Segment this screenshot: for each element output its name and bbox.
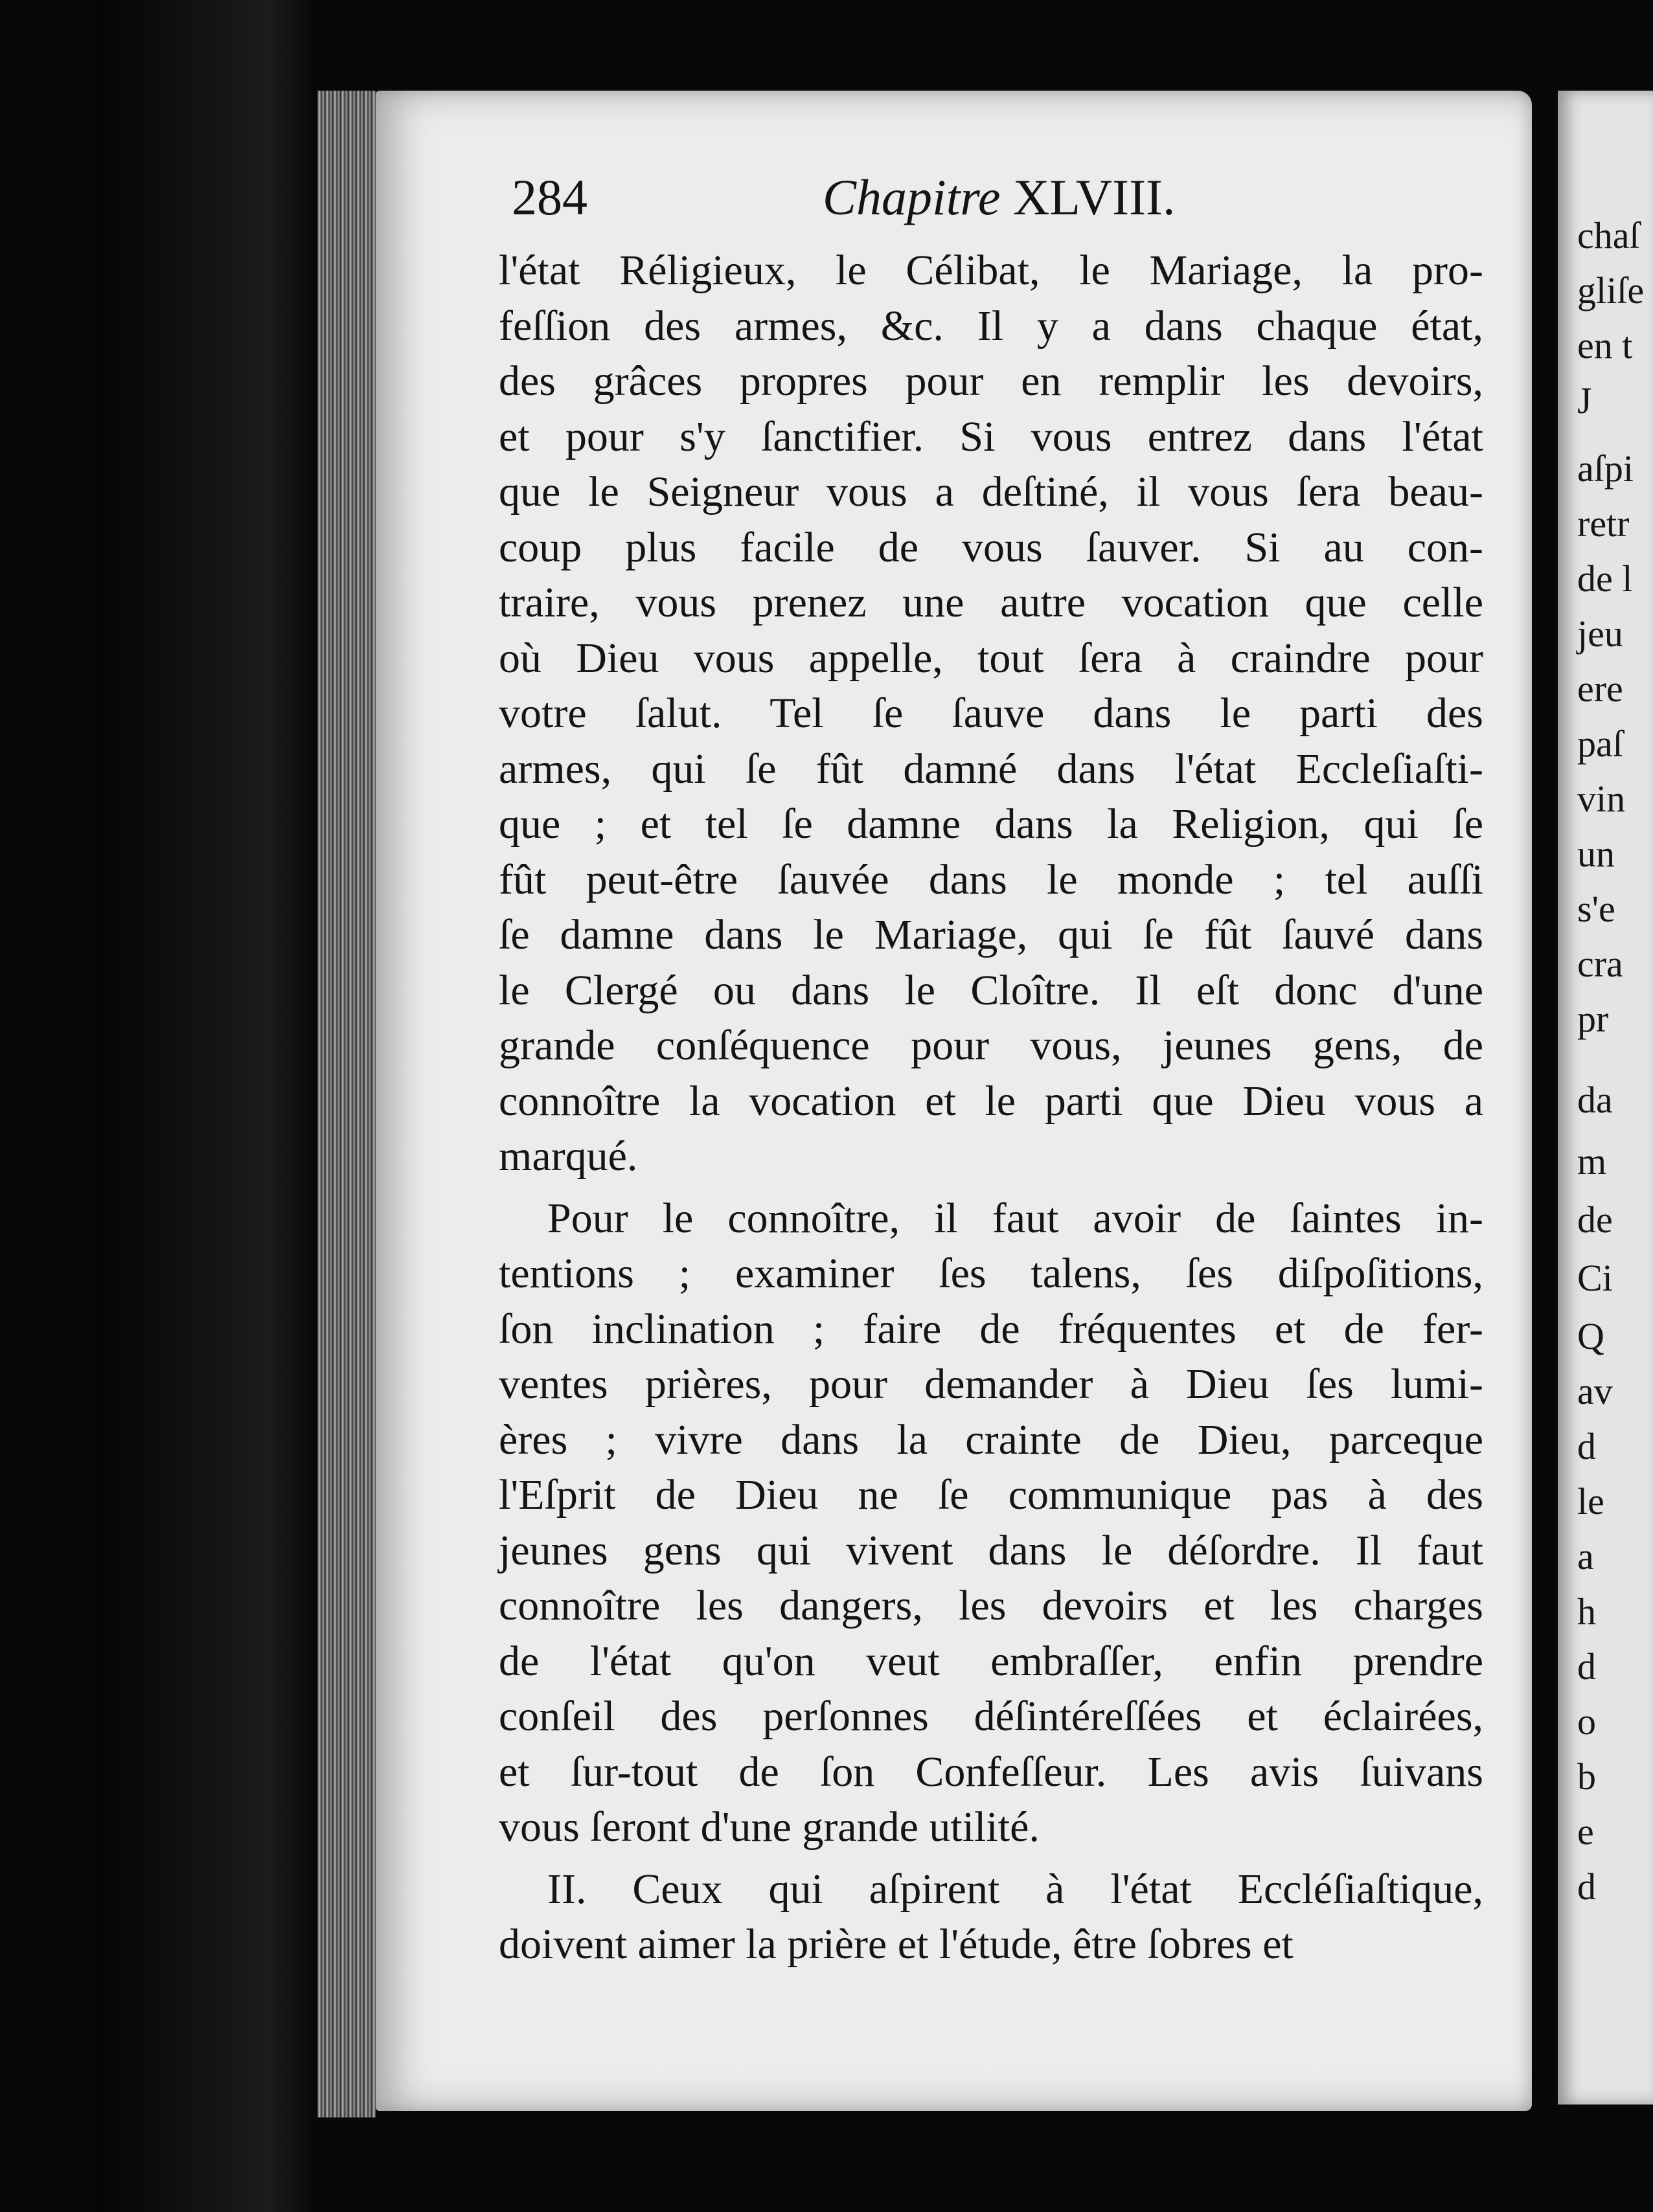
text-line: fût peut-être ſauvée dans le monde ; tel auſſi bbox=[499, 855, 1483, 903]
paragraph-1 bbox=[499, 243, 1483, 1184]
text-line: ventes prières, pour demander à Dieu ſes lumi- bbox=[499, 1360, 1483, 1408]
page-edges bbox=[317, 91, 376, 2117]
text-line: le Clergé ou dans le Cloître. Il eſt donc d'une bbox=[499, 966, 1483, 1014]
facing-page-text-fragment: d bbox=[1577, 1425, 1596, 1467]
text-line: que ; et tel ſe damne dans la Religion, qui ſe bbox=[499, 800, 1483, 848]
facing-page-text-fragment: chaſ bbox=[1577, 214, 1640, 256]
text-line: connoître la vocation et le parti que Dieu vous a bbox=[499, 1077, 1483, 1125]
text-line: marqué. bbox=[499, 1133, 638, 1180]
text-line: ères ; vivre dans la crainte de Dieu, parceque bbox=[499, 1416, 1483, 1463]
facing-page-text-fragment: de bbox=[1577, 1199, 1613, 1241]
text-line: où Dieu vous appelle, tout ſera à craindre pour bbox=[499, 634, 1483, 682]
text-line: de l'état qu'on veut embraſſer, enfin prendre bbox=[499, 1637, 1483, 1685]
facing-page-text-fragment: a bbox=[1577, 1535, 1594, 1577]
facing-page-text-fragment: av bbox=[1577, 1370, 1613, 1412]
facing-page-text-fragment: vin bbox=[1577, 778, 1626, 820]
facing-page-text-fragment: jeu bbox=[1577, 613, 1623, 655]
running-head-chapitre: Chapitre bbox=[823, 169, 1001, 225]
facing-page-text-fragment: s'e bbox=[1577, 888, 1615, 930]
text-line: l'Eſprit de Dieu ne ſe communique pas à des bbox=[499, 1471, 1483, 1518]
text-line: Pour le connoître, il faut avoir de ſaintes in- bbox=[547, 1194, 1483, 1242]
text-line: connoître les dangers, les devoirs et les charges bbox=[499, 1582, 1483, 1629]
book-spine-shadow bbox=[97, 0, 311, 2212]
facing-page-text-fragment: h bbox=[1577, 1590, 1596, 1632]
facing-page-text-fragment: cra bbox=[1577, 943, 1623, 985]
facing-page-text-fragment: aſpi bbox=[1577, 447, 1634, 490]
facing-page-text-fragment: b bbox=[1577, 1755, 1596, 1798]
running-head bbox=[823, 168, 1176, 227]
text-line: coup plus facile de vous ſauver. Si au con- bbox=[499, 523, 1483, 571]
facing-page-text-fragment: d bbox=[1577, 1645, 1596, 1687]
book-page bbox=[376, 91, 1532, 2111]
text-line: tentions ; examiner ſes talens, ſes diſpoſitions, bbox=[499, 1250, 1483, 1297]
paragraph-3 bbox=[499, 1862, 1483, 1972]
text-line: traire, vous prenez une autre vocation que celle bbox=[499, 579, 1483, 626]
text-line: II. Ceux qui aſpirent à l'état Eccléſiaſtique, bbox=[547, 1865, 1483, 1913]
text-line: et ſur-tout de ſon Confeſſeur. Les avis ſuivans bbox=[499, 1748, 1483, 1796]
text-line: ſon inclination ; faire de fréquentes et de fer- bbox=[499, 1305, 1483, 1353]
facing-page-text-fragment: d bbox=[1577, 1866, 1596, 1908]
facing-page-text-fragment: retr bbox=[1577, 502, 1630, 545]
text-line: l'état Réligieux, le Célibat, le Mariage, la pro- bbox=[499, 247, 1483, 294]
facing-page-text-fragment: J bbox=[1577, 379, 1592, 422]
running-head-chapter-number: XLVIII. bbox=[1012, 169, 1176, 225]
facing-page-text-fragment: gliſe bbox=[1577, 269, 1645, 311]
facing-page-text-fragment: o bbox=[1577, 1700, 1596, 1743]
text-line: votre ſalut. Tel ſe ſauve dans le parti des bbox=[499, 690, 1483, 737]
facing-page-fragment bbox=[1558, 91, 1653, 2105]
facing-page-text-fragment: Q bbox=[1577, 1315, 1604, 1357]
page-header bbox=[512, 168, 1419, 240]
facing-page-text-fragment: un bbox=[1577, 833, 1615, 875]
facing-page-text-fragment: m bbox=[1577, 1140, 1607, 1182]
paragraph-2 bbox=[499, 1191, 1483, 1855]
text-line: conſeil des perſonnes déſintéreſſées et éclairées, bbox=[499, 1693, 1483, 1740]
facing-page-text-fragment: da bbox=[1577, 1079, 1613, 1121]
facing-page-text-fragment: le bbox=[1577, 1480, 1604, 1522]
facing-page-text-fragment: paſ bbox=[1577, 723, 1623, 765]
text-line: doivent aimer la prière et l'étude, être ſobres et bbox=[499, 1921, 1294, 1968]
text-line: que le Seigneur vous a deſtiné, il vous ſera beau- bbox=[499, 468, 1483, 515]
text-line: feſſion des armes, &c. Il y a dans chaque état, bbox=[499, 302, 1483, 350]
facing-page-text-fragment: Ci bbox=[1577, 1257, 1613, 1299]
facing-page-text-fragment: e bbox=[1577, 1811, 1594, 1853]
facing-page-text-fragment: en t bbox=[1577, 324, 1633, 367]
facing-page-text-fragment: ere bbox=[1577, 668, 1623, 710]
page-number: 284 bbox=[512, 169, 587, 225]
text-line: armes, qui ſe fût damné dans l'état Eccleſiaſti- bbox=[499, 745, 1483, 793]
text-line: grande conſéquence pour vous, jeunes gens, de bbox=[499, 1022, 1483, 1069]
facing-page-text-fragment: pr bbox=[1577, 998, 1609, 1040]
text-line: des grâces propres pour en remplir les devoirs, bbox=[499, 357, 1483, 405]
text-line: jeunes gens qui vivent dans le déſordre. Il faut bbox=[499, 1526, 1483, 1574]
text-line: ſe damne dans le Mariage, qui ſe fût ſauvé dans bbox=[499, 911, 1483, 958]
text-line: et pour s'y ſanctifier. Si vous entrez dans l'état bbox=[499, 412, 1483, 460]
text-line: vous ſeront d'une grande utilité. bbox=[499, 1803, 1040, 1851]
facing-page-text-fragment: de l bbox=[1577, 558, 1633, 600]
body-text bbox=[499, 243, 1483, 1972]
